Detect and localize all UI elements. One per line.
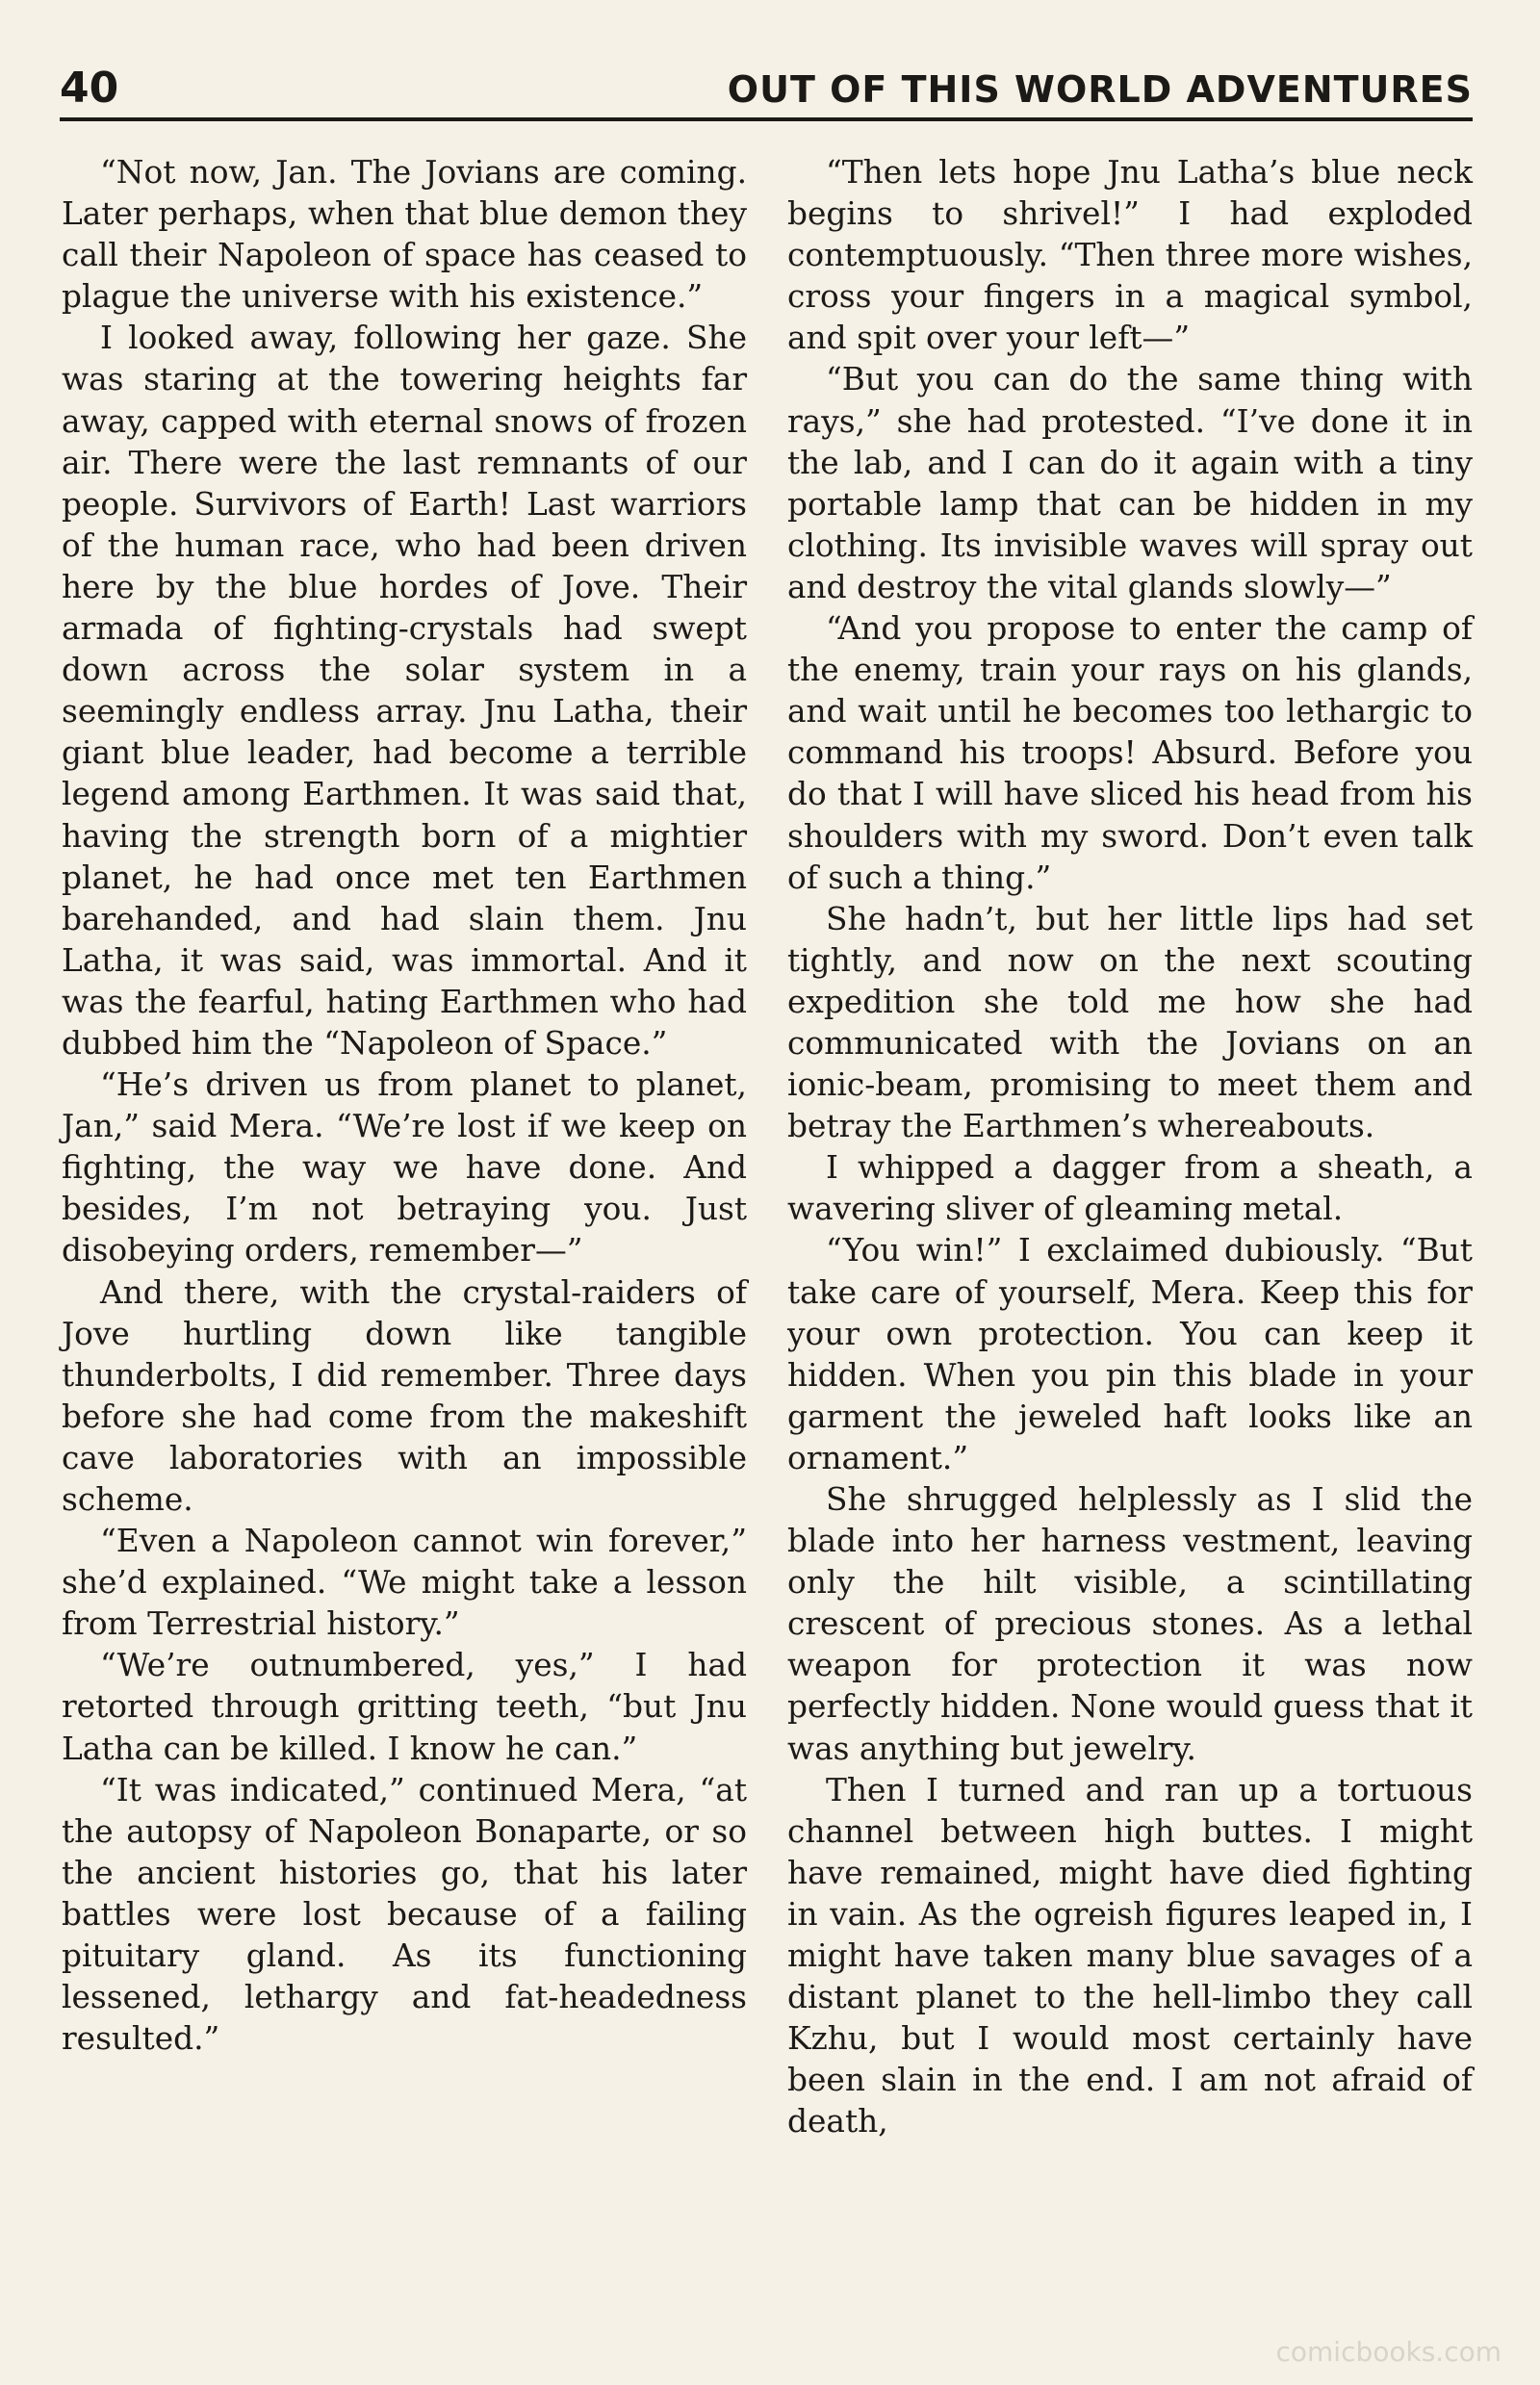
paragraph: “It was indicated,” continued Mera, “at the autopsy of Napoleon Bonaparte, or so the ancient histories go, that his later battles were lost because of a failing pituitary gland. As its functioning lessened, lethargy and fat-headedness resulted.” <box>62 1771 747 2058</box>
paragraph: “Not now, Jan. The Jovians are coming. Later perhaps, when that blue demon they call their Napoleon of space has ceased to plague the universe with his existence.” <box>62 154 747 316</box>
paragraph: And there, with the crystal-raiders of Jove hurtling down like tangible thunderbolts, I did remember. Three days before she had come from the makeshift cave laboratories with an impossible scheme. <box>62 1273 747 1518</box>
paragraph: “You win!” I exclaimed dubiously. “But take care of yourself, Mera. Keep this for your own protection. You can keep it hidden. When you pin this blade in your garment the jeweled haft looks like an ornament.” <box>787 1232 1473 1476</box>
paragraph: “He’s driven us from planet to planet, Jan,” said Mera. “We’re lost if we keep on fighting, the way we have done. And besides, I’m not betraying you. Just disobeying orders, remember—” <box>62 1066 747 1269</box>
paragraph: She shrugged helplessly as I slid the blade into her harness vestment, leaving only the hilt visible, a scintillating crescent of precious stones. As a lethal weapon for protection it was now perfectly hidden. None would guess that it was anything but jewelry. <box>787 1481 1473 1767</box>
paragraph: “And you propose to enter the camp of the enemy, train your rays on his glands, and wait until he becomes too lethargic to command his troops! Absurd. Before you do that I will have sliced his head from his shoulders with my sword. Don’t even talk of such a thing.” <box>787 610 1473 896</box>
paragraph: I looked away, following her gaze. She was staring at the towering heights far away, capped with eternal snows of frozen air. There were the last remnants of our people. Survivors of Earth! Last warriors of the human race, who had been driven here by the blue hordes of Jove. Their armada of fighting-crystals had swept down across the solar system in a seemingly endless array. Jnu Latha, their giant blue leader, had become a terrible legend among Earthmen. It was said that, having the strength born of a mightier planet, he had once met ten Earthmen barehanded, and had slain them. Jnu Latha, it was said, was immortal. And it was the fearful, hating Earthmen who had dubbed him the “Napoleon of Space.” <box>62 320 747 1062</box>
paragraph: “Then lets hope Jnu Latha’s blue neck begins to shrivel!” I had exploded contemptuously. “Then three more wishes, cross your fingers in a magical symbol, and spit over your left—” <box>787 154 1473 357</box>
paragraph: She hadn’t, but her little lips had set tightly, and now on the next scouting expedition she told me how she had communicated with the Jovians on an ionic-beam, promising to meet them and betray the Earthmen’s whereabouts. <box>787 900 1473 1145</box>
text-column-right <box>787 152 1473 2143</box>
page-header <box>60 48 1473 121</box>
watermark: comicbooks.com <box>1275 2336 1502 2368</box>
page-number: 40 <box>60 64 119 113</box>
paragraph: I whipped a dagger from a sheath, a wavering sliver of gleaming metal. <box>787 1149 1473 1228</box>
paragraph: Then I turned and ran up a tortuous channel between high buttes. I might have remained, might have died fighting in vain. As the ogreish figures leaped in, I might have taken many blue savages of a distant planet to the hell-limbo they call Kzhu, but I would most certainly have been slain in the end. I am not afraid of death, <box>787 1771 1473 2141</box>
paragraph: “Even a Napoleon cannot win forever,” she’d explained. “We might take a lesson from Terrestrial history.” <box>62 1523 747 1643</box>
paragraph: “We’re outnumbered, yes,” I had retorted through gritting teeth, “but Jnu Latha can be killed. I know he can.” <box>62 1647 747 1767</box>
paragraph: “But you can do the same thing with rays,” she had protested. “I’ve done it in the lab, and I can do it again with a tiny portable lamp that can be hidden in my clothing. Its invisible waves will spray out and destroy the vital glands slowly—” <box>787 361 1473 605</box>
running-title: OUT OF THIS WORLD ADVENTURES <box>727 68 1473 111</box>
text-column-left <box>62 152 747 2060</box>
